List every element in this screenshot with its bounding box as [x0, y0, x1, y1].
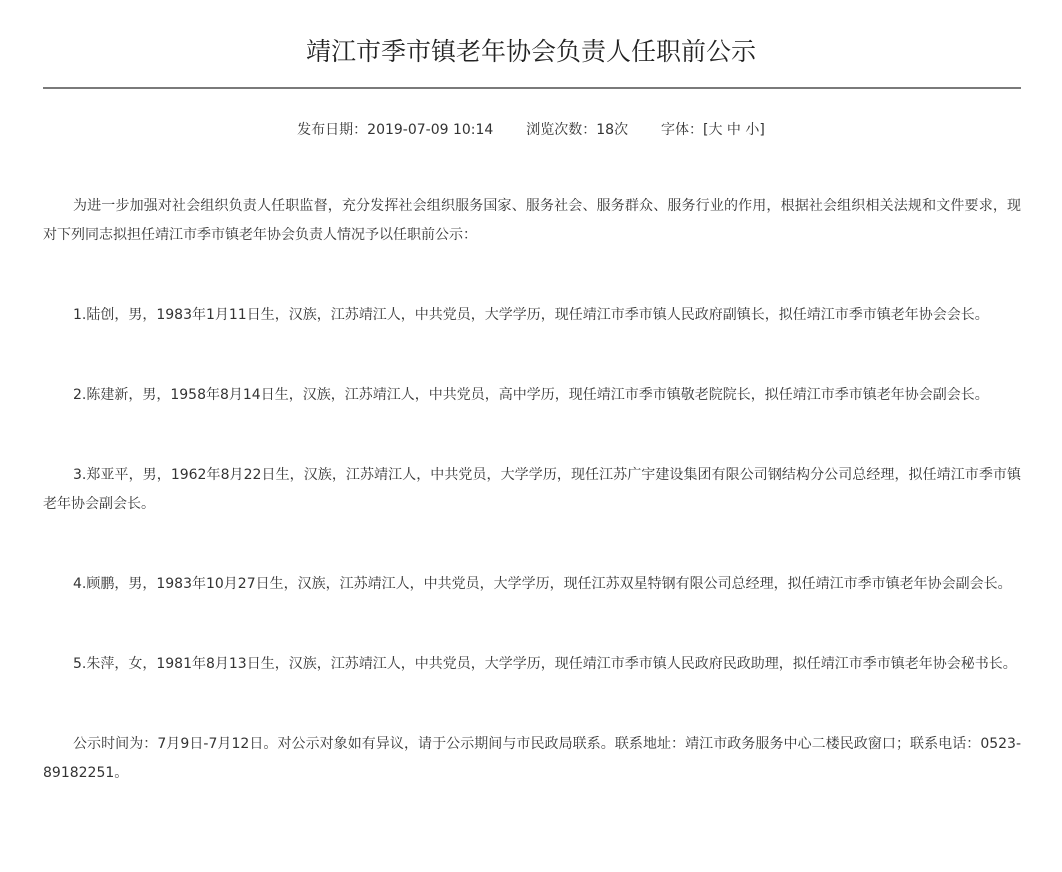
candidate-paragraph-3: 3.郑亚平，男，1962年8月22日生，汉族，江苏靖江人，中共党员，大学学历，现任江苏广宇建设集团有限公司钢结构分公司总经理，拟任靖江市季市镇老年协会副会长。 — [43, 467, 1021, 512]
font-size-small-link[interactable]: 小 — [745, 122, 760, 138]
publish-date: 2019-07-09 10:14 — [367, 122, 494, 138]
candidate-paragraph-4: 4.顾鹏，男，1983年10月27日生，汉族，江苏靖江人，中共党员，大学学历，现任江苏双星特钢有限公司总经理，拟任靖江市季市镇老年协会副会长。 — [73, 576, 1012, 592]
candidate-paragraph-2: 2.陈建新，男，1958年8月14日生，汉族，江苏靖江人，中共党员，高中学历，现任靖江市季市镇敬老院院长，拟任靖江市季市镇老年协会副会长。 — [73, 387, 989, 403]
intro-paragraph: 为进一步加强对社会组织负责人任职监督，充分发挥社会组织服务国家、服务社会、服务群众、服务行业的作用，根据社会组织相关法规和文件要求，现对下列同志拟担任靖江市季市镇老年协会负责人情况予以任职前公示： — [43, 198, 1021, 243]
candidate-paragraph-1: 1.陆创，男，1983年1月11日生，汉族，江苏靖江人，中共党员，大学学历，现任靖江市季市镇人民政府副镇长，拟任靖江市季市镇老年协会会长。 — [73, 307, 989, 323]
candidate-paragraph-5: 5.朱萍，女，1981年8月13日生，汉族，江苏靖江人，中共党员，大学学历，现任靖江市季市镇人民政府民政助理，拟任靖江市季市镇老年协会秘书长。 — [73, 656, 1017, 672]
article-body — [43, 192, 1021, 839]
font-size-bracket-close: ] — [759, 122, 765, 138]
views-label: 浏览次数： — [526, 122, 597, 138]
font-size-large-link[interactable]: 大 — [708, 122, 723, 138]
notice-period-paragraph: 公示时间为：7月9日-7月12日。对公示对象如有异议，请于公示期间与市民政局联系。联系地址：靖江市政务服务中心二楼民政窗口；联系电话：0523-89182251。 — [43, 736, 1021, 781]
font-size-label: 字体： — [660, 122, 703, 138]
font-size-bracket-open: [ — [702, 122, 709, 138]
font-size-medium-link[interactable]: 中 — [726, 122, 741, 138]
publish-date-label: 发布日期： — [297, 122, 368, 138]
article-meta — [0, 118, 1062, 142]
views-count: 18次 — [596, 122, 629, 138]
article-title: 靖江市季市镇老年协会负责人任职前公示 — [305, 37, 756, 66]
title-divider — [43, 87, 1021, 89]
